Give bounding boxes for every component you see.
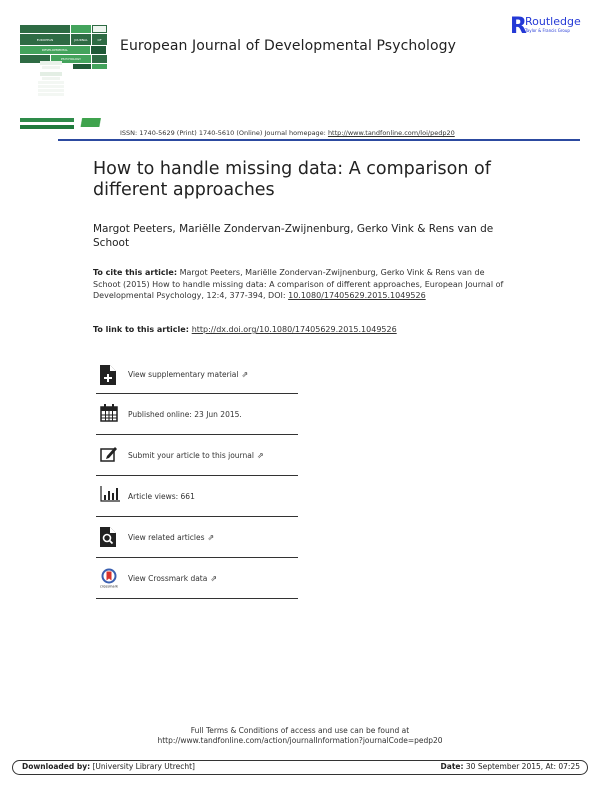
article-authors: Margot Peeters, Mariëlle Zondervan-Zwijnenburg, Gerko Vink & Rens van de Schoot [93, 223, 494, 249]
article-title: How to handle missing data: A comparison of different approaches [93, 159, 491, 200]
article-url-link[interactable]: http://dx.doi.org/10.1080/17405629.2015.1049526 [191, 325, 397, 334]
item-label: Submit your article to this journal [128, 450, 254, 460]
calendar-icon [100, 404, 120, 424]
publisher-name: Routledge [525, 15, 581, 28]
routledge-r-icon: R [510, 14, 527, 39]
download-date [441, 762, 580, 771]
cover-block [73, 64, 91, 69]
cover-block [71, 25, 91, 33]
edit-icon [100, 445, 120, 465]
cite-text: Margot Peeters, Mariëlle Zondervan-Zwijnenburg, Gerko Vink & Rens van de Schoot (2015) How to handle missing data: A comparison of different approaches, European Journal of Developmental Psychology, 12:4, 377-394, DOI: [93, 268, 504, 300]
downloaded-by-label: Downloaded by: [22, 762, 91, 771]
item-label: Published online: 23 Jun 2015. [128, 409, 242, 419]
cite-label: To cite this article: [93, 268, 178, 277]
header-divider [58, 139, 580, 141]
cover-block [92, 25, 107, 33]
publisher-bar [20, 118, 74, 122]
publisher-logos [20, 114, 120, 134]
bar-chart-icon [100, 486, 120, 506]
view-related-articles-link[interactable] [96, 517, 298, 558]
cover-text: EUROPEAN [20, 34, 70, 45]
publisher-bar [20, 125, 74, 129]
citation-block [93, 267, 513, 302]
publisher-tagline: Taylor & Francis Group [525, 28, 570, 33]
date-label: Date: [440, 762, 464, 771]
item-label: View Crossmark data [128, 573, 208, 583]
item-label: View supplementary material [128, 370, 239, 379]
cover-block [92, 55, 107, 63]
submit-article-link[interactable] [96, 435, 298, 476]
supplementary-file-icon [100, 365, 120, 385]
doi-link[interactable]: 10.1080/17405629.2015.1049526 [288, 291, 426, 300]
routledge-logo [510, 16, 581, 38]
item-label: View related articles [128, 532, 205, 542]
article-link-line [93, 325, 397, 334]
article-actions-list [96, 356, 298, 599]
crossmark-icon [100, 568, 120, 588]
journal-title: European Journal of Developmental Psychology [120, 38, 457, 54]
external-link-icon: ⇗ [210, 573, 218, 583]
society-logo-icon [78, 118, 114, 127]
external-link-icon: ⇗ [207, 532, 215, 542]
date-value: 30 September 2015, At: 07:25 [463, 762, 580, 771]
external-link-icon: ⇗ [241, 370, 249, 379]
downloaded-by [22, 762, 195, 771]
cover-block [20, 25, 70, 33]
cover-text: DEVELOPMENTAL [20, 46, 90, 54]
journal-homepage-link[interactable]: http://www.tandfonline.com/loi/pedp20 [327, 129, 455, 137]
issn-line [120, 129, 455, 137]
downloaded-by-value: [University Library Utrecht] [90, 762, 195, 771]
search-document-icon [100, 527, 120, 547]
terms-and-conditions [0, 726, 600, 746]
link-label: To link to this article: [93, 325, 192, 334]
cover-text: PSYCHOLOGY [51, 55, 91, 63]
item-label: Article views: 661 [128, 491, 195, 501]
terms-line: Full Terms & Conditions of access and use can be found at [190, 726, 410, 735]
view-supplementary-material-link[interactable] [96, 356, 298, 394]
cover-block [91, 46, 106, 54]
cover-block [92, 64, 107, 69]
svg-text:crossmark: crossmark [100, 584, 118, 588]
external-link-icon: ⇗ [256, 450, 264, 460]
cover-editor-list [36, 60, 66, 97]
article-views-info [96, 476, 298, 517]
published-online-info [96, 394, 298, 435]
cover-text: OF [92, 34, 107, 45]
cover-text: JOURNAL [71, 34, 91, 45]
view-crossmark-data-link[interactable] [96, 558, 298, 599]
terms-url-link[interactable]: http://www.tandfonline.com/action/journalInformation?journalCode=pedp20 [157, 736, 443, 745]
issn-text: ISSN: 1740-5629 (Print) 1740-5610 (Online) Journal homepage: [120, 129, 328, 137]
